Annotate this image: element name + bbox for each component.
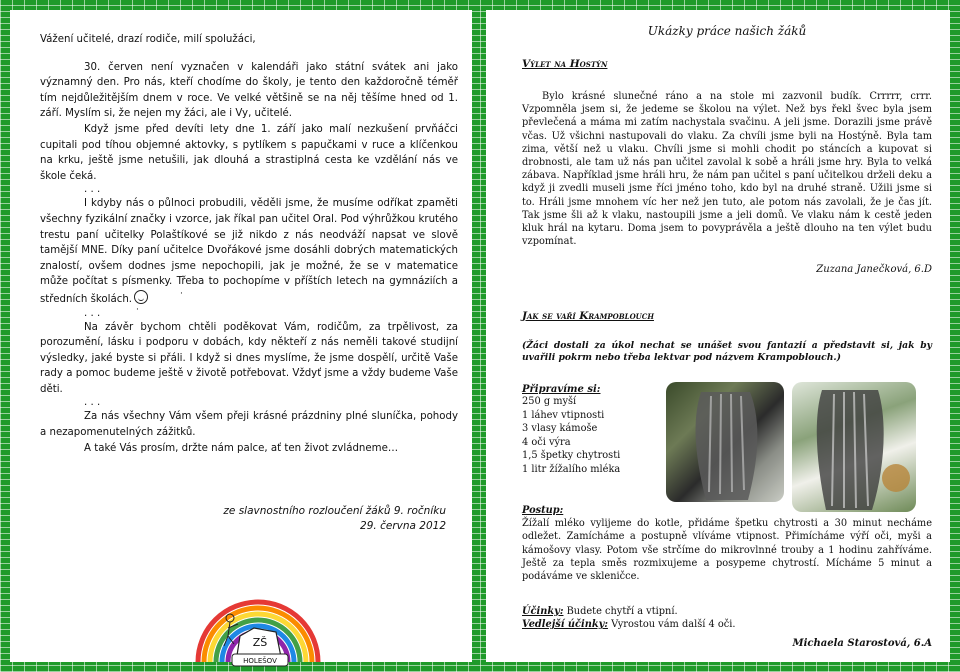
side-effects-text: Vyrostou vám další 4 oči. [611, 619, 736, 631]
rainbow-school-logo-icon [178, 558, 338, 670]
letter-paragraph: A také Vás prosím, držte nám palce, ať ten život zvládneme… [84, 442, 399, 454]
letter-page [10, 10, 472, 665]
effects-label: Účinky: [522, 606, 564, 617]
effects-block [522, 605, 932, 631]
side-effects-label: Vedlejší účinky: [522, 619, 608, 631]
logo-caption: HOLEŠOV [243, 657, 277, 665]
ingredient-item: 1 litr žížalího mléka [522, 463, 621, 475]
article-heading: Výlet na Hostýn [522, 58, 608, 70]
procedure-label: Postup: [522, 505, 564, 516]
ingredients-heading: Připravíme si: [522, 384, 601, 395]
procedure-text: Žížalí mléko vylijeme do kotle, přidáme špetku chytrosti a 30 minut necháme odležet. Zamícháme a postupně vlíváme vtipnost. Přimícháme výří oči, myši a kámošovy vlasy. Potom vše strčíme do mikrovlnné trouby a 1 hodinu zahříváme. Ještě za tepla směs rozmixujeme a posypeme chytrostí. Mícháme 5 minut a podáváme ve skleničce. [522, 518, 932, 583]
ingredient-item: 1,5 špetky chytrosti [522, 450, 621, 461]
article-heading: Jak se vaří Krampoblouch [522, 310, 654, 322]
ingredient-item: 3 vlasy kámoše [522, 423, 598, 434]
article-author: Michaela Starostová, 6.A [792, 638, 932, 649]
letter-paragraph: Na závěr bychom chtěli poděkovat Vám, rodičům, za trpělivost, za porozumění, lásku i podporu v dobách, kdy někteří z nás neměli takové studijní výsledky, jaké byste si přáli. I když si dnes myslíme, že jsme dospělí, určitě Vaše rady a pomoc budeme ještě v životě potřebovat. Vždyť jsme a vždy budeme Vaše děti. [40, 321, 458, 395]
signature-line: ze slavnostního rozloučení žáků 9. ročníku [223, 505, 446, 517]
signature-date: 29. června 2012 [360, 520, 446, 532]
ellipsis: . . . [84, 307, 101, 319]
letter-paragraph [40, 196, 458, 307]
letter-paragraph: Za nás všechny Vám všem přeji krásné prázdniny plné sluníčka, pohody a nezapomenutelných zážitků. [40, 411, 458, 439]
ingredient-item: 4 oči výra [522, 436, 571, 448]
section-title: Ukázky práce našich žáků [647, 24, 807, 38]
article-note: (Žáci dostali za úkol nechat se unášet svou fantazií a představit si, jak by uvařili pokrm nebo třeba lektvar pod názvem Krampoblouch.) [522, 340, 932, 363]
ingredient-item: 250 g myší [522, 396, 577, 407]
samples-page [486, 10, 950, 662]
photo-student-1 [666, 382, 784, 502]
letter-paragraph: Když jsme před devíti lety dne 1. září jako malí nezkušení prvňáčci cupitali pod tíhou objemné aktovky, s pytlíkem s papučkami v ruce a klíčenkou na krku, ještě jsme netušili, jak dlouhá a strastiplná cesta ke vzdělání nás ve škole čeká. [40, 123, 458, 182]
letter-signature [223, 504, 446, 534]
ellipsis: . . . [84, 184, 101, 196]
article-body: Bylo krásné slunečné ráno a na stole mi zazvonil budík. Crrrrr, crrr. Vzpomněla jsem si, že jedeme se školou na výlet. Než bys řekl švec byla jsem převlečená a máma mi zatím nachystala svačinu. A jeli jsme. Dorazili jsme právě včas. Už všichni nastupovali do vlaku. Za chvíli jsme byli na Hostýně. Byla tam zima, větší než u vlaku. Chvíli jsme si mohli chodit po stáncích a kupovat si drobnosti, ale tam už nás pan učitel zavolal k sobě a hráli jsme hry. Byla to velká zábava. Například jsme hráli hru, že nám pan učitel s paní učitelkou drželi deku a když ji zvedli museli jsme říci jméno toho, kdo byl na druhé straně. Užili jsme si to. Hráli jsme mnohem víc her než jen tuto, ale potom nás zavolali, že je čas jít. Tak jsme šli až k vlaku, nastoupili jsme a jeli domů. Ve vlaku nám k cestě jeden kluk hrál na kytaru. Doma jsem to povyprávěla a ještě dlouho na ten výlet budu vzpomínat. [522, 91, 932, 248]
smiley-icon [134, 290, 148, 304]
article-author: Zuzana Janečková, 6.D [816, 264, 932, 275]
letter-paragraph-text: I kdyby nás o půlnoci probudili, věděli jsme, že musíme odříkat zpaměti všechny fyzikální značky i vzorce, jak říkal pan učitel Oral. Pod výhrůžkou krutého trestu paní učitelky Polaštíkové se již nikdo z nás neodváží napsat ve slově tamější MNE. Díky paní učitelce Dvořákové jsme dosáhli dobrých matematických znalostí, ovšem dodnes jsme nepochopili, jak je možné, že se v matematice může počítat s písmenky. Třeba to pochopíme v příštích letech na gymnáziích a středních školách. [40, 198, 458, 305]
letter-paragraph: 30. červen není vyznačen v kalendáři jako státní svátek ani jako významný den. Pro nás, kteří chodíme do školy, je tento den každoročně téměř tím nejdůležitějším dnem v roce. Ve velké většině se na něj těšíme hned od 1. září. Myslím si, že nejen my žáci, ale i Vy, učitelé. [40, 61, 458, 120]
ingredients-list [522, 395, 672, 476]
logo-label: ZŠ [252, 636, 268, 649]
procedure-block [522, 504, 932, 583]
ingredient-item: 1 láhev vtipnosti [522, 409, 605, 421]
photo-student-2 [792, 382, 916, 512]
letter-greeting: Vážení učitelé, drazí rodiče, milí spolužáci, [40, 34, 256, 45]
effects-text: Budete chytří a vtipní. [566, 606, 678, 617]
letter-text [40, 32, 458, 456]
ellipsis: . . . [84, 397, 101, 409]
ingredients-block [522, 384, 672, 476]
